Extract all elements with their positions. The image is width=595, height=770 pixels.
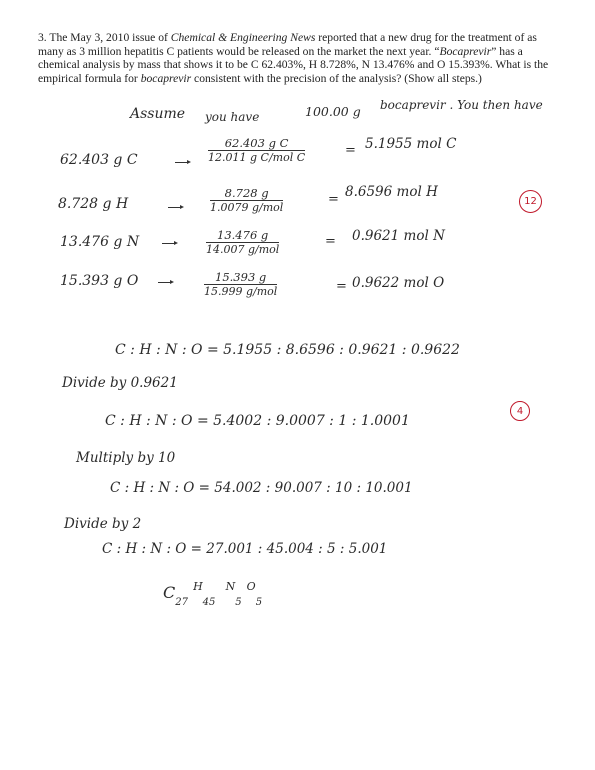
fraction-carbon [208, 136, 305, 165]
question-text [38, 31, 562, 85]
moles-carbon: 5.1955 mol C [365, 136, 457, 152]
question-part: consistent with the precision of the analysis? (Show all steps.) [191, 71, 482, 85]
question-part: 3. The May 3, 2010 issue of [38, 31, 171, 44]
formula-element: O [246, 580, 256, 593]
arrow-icon [158, 282, 172, 283]
moles-hydrogen: 8.6596 mol H [345, 184, 438, 200]
question-part: reported that a new drug for the treatment of as many as 3 million hepatitis C patients would be released on the market the next year. [38, 31, 537, 58]
score-circle: 12 [519, 190, 542, 213]
fraction-denominator: 1.0079 g/mol [210, 201, 284, 214]
drug-name: Bocaprevir [439, 44, 492, 58]
formula-subscript: 5 [235, 597, 242, 608]
assume-word: Assume [130, 106, 186, 122]
formula-element: H [193, 580, 203, 593]
arrow-icon [162, 243, 176, 244]
fraction-denominator: 14.007 g/mol [206, 243, 280, 256]
divide-step: Divide by 0.9621 [62, 375, 178, 391]
ratio-after-divide: C : H : N : O = 5.4002 : 9.0007 : 1 : 1.0001 [105, 413, 410, 429]
drug-name: bocaprevir [140, 71, 192, 85]
fraction-denominator: 12.011 g C/mol C [208, 151, 306, 164]
equals-sign: = [336, 279, 347, 294]
equals-sign: = [345, 143, 356, 158]
fraction-nitrogen [206, 228, 279, 257]
formula-subscript: 45 [202, 597, 216, 608]
assume-then-have: bocaprevir . You then have [380, 98, 543, 112]
mass-carbon: 62.403 g C [60, 152, 138, 168]
mole-ratio-line: C : H : N : O = 5.1955 : 8.6596 : 0.9621 : 0.9622 [115, 342, 460, 358]
fraction-denominator: 15.999 g/mol [204, 285, 278, 298]
fraction-oxygen [204, 270, 277, 299]
fraction-numerator: 8.728 g [210, 186, 283, 201]
assume-mass: 100.00 g [305, 104, 361, 119]
arrow-icon [175, 162, 189, 163]
moles-nitrogen: 0.9621 mol N [352, 228, 445, 244]
moles-oxygen: 0.9622 mol O [352, 275, 445, 291]
empirical-formula [163, 580, 263, 608]
formula-subscript: 5 [255, 597, 263, 608]
question-part: “ [434, 44, 440, 58]
formula-element: C [163, 583, 176, 602]
divide-step-2: Divide by 2 [64, 516, 142, 532]
fraction-numerator: 15.393 g [204, 270, 277, 285]
formula-element: N [225, 580, 236, 593]
equals-sign: = [325, 234, 336, 249]
mass-hydrogen: 8.728 g H [58, 196, 129, 212]
question-part: ” has a chemical analysis by mass that shows it to be C 62.403%, H 8.728%, N 13.476% and O 15.393%. What is the empirical formula for [38, 44, 549, 85]
multiply-step: Multiply by 10 [76, 450, 176, 466]
assume-you-have: you have [205, 110, 260, 124]
ratio-final: C : H : N : O = 27.001 : 45.004 : 5 : 5.001 [102, 541, 388, 557]
score-circle: 4 [510, 401, 530, 421]
journal-name: Chemical & Engineering News [170, 31, 316, 44]
fraction-numerator: 13.476 g [206, 228, 279, 243]
mass-nitrogen: 13.476 g N [60, 234, 140, 250]
equals-sign: = [328, 192, 339, 207]
arrow-icon [168, 207, 182, 208]
ratio-after-multiply: C : H : N : O = 54.002 : 90.007 : 10 : 10.001 [110, 480, 413, 496]
mass-oxygen: 15.393 g O [60, 273, 139, 289]
fraction-numerator: 62.403 g C [208, 136, 305, 151]
formula-subscript: 27 [175, 597, 188, 608]
fraction-hydrogen [210, 186, 283, 215]
